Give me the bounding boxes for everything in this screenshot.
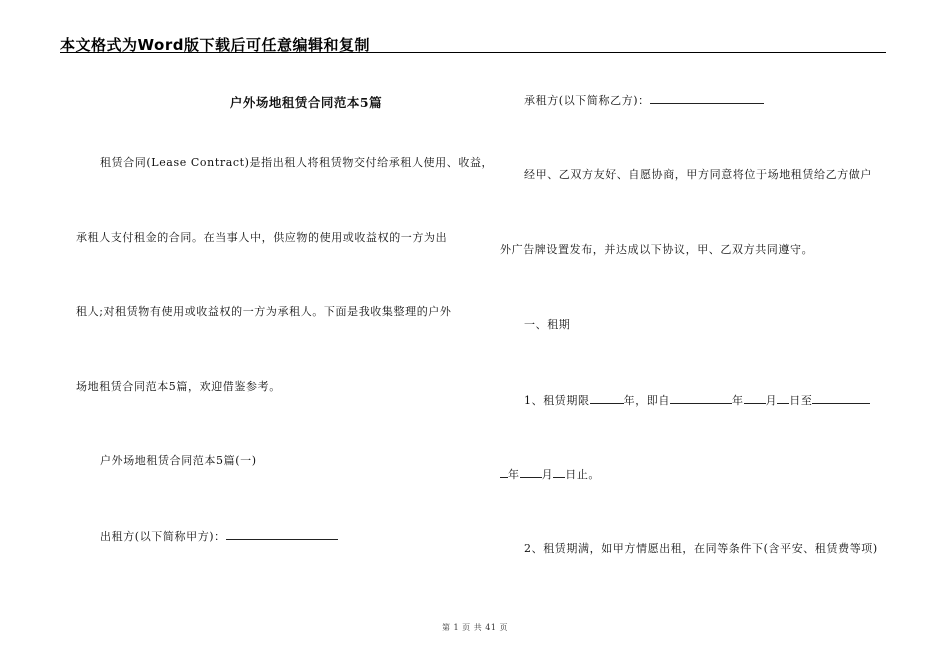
lessee-label: 承租方(以下简称乙方)： — [524, 94, 650, 107]
lessor-blank — [226, 529, 338, 540]
start-month-label: 月 — [765, 394, 778, 407]
renewal-line: 2、租赁期满，如甲方情愿出租，在同等条件下(含平安、租赁费等项) — [524, 542, 878, 555]
lessor-label: 出租方(以下简称甲方)： — [100, 530, 226, 543]
term-label: 1、租赁期限 — [524, 394, 590, 407]
end-line — [500, 467, 600, 482]
page-footer: 第 1 页 共 41 页 — [442, 623, 508, 632]
term-from-label: 年，即自 — [623, 394, 671, 407]
start-day-blank — [777, 393, 789, 404]
end-year-blank — [812, 393, 870, 404]
lessee-line — [524, 93, 764, 108]
end-day-blank — [553, 467, 565, 478]
document-title: 户外场地租赁合同范本5篇 — [229, 95, 383, 110]
start-year-label: 年 — [732, 394, 744, 407]
start-month-blank — [744, 393, 766, 404]
intro-line-3: 租人;对租赁物有使用或收益权的一方为承租人。下面是我收集整理的户外 — [76, 305, 452, 318]
end-month-label: 月 — [541, 468, 554, 481]
term-line — [524, 393, 870, 408]
term-years-blank — [590, 393, 624, 404]
lessee-blank — [650, 93, 764, 104]
lessor-line — [100, 529, 338, 544]
intro-line-1: 租赁合同(Lease Contract)是指出租人将租赁物交付给承租人使用、收益， — [100, 156, 494, 169]
start-day-label: 日至 — [789, 394, 813, 407]
end-month-blank — [520, 467, 542, 478]
term-heading: 一、租期 — [524, 318, 571, 331]
end-day-label: 日止。 — [565, 468, 601, 481]
left-column — [76, 0, 494, 672]
end-year-label: 年 — [508, 468, 520, 481]
section-heading-1: 户外场地租赁合同范本5篇(一) — [100, 454, 257, 467]
intro-line-2: 承租人支付租金的合同。在当事人中，供应物的使用或收益权的一方为出 — [76, 231, 448, 244]
agreement-line-1: 经甲、乙双方友好、自愿协商，甲方同意将位于场地租赁给乙方做户 — [524, 168, 872, 181]
end-year-tail-blank — [500, 467, 508, 478]
header-banner: 本文格式为Word版下载后可任意编辑和复制 — [60, 36, 370, 54]
intro-line-4: 场地租赁合同范本5篇，欢迎借鉴参考。 — [76, 380, 281, 393]
right-column — [500, 0, 886, 672]
start-year-blank — [670, 393, 732, 404]
agreement-line-2: 外广告牌设置发布，并达成以下协议，甲、乙双方共同遵守。 — [500, 243, 814, 256]
